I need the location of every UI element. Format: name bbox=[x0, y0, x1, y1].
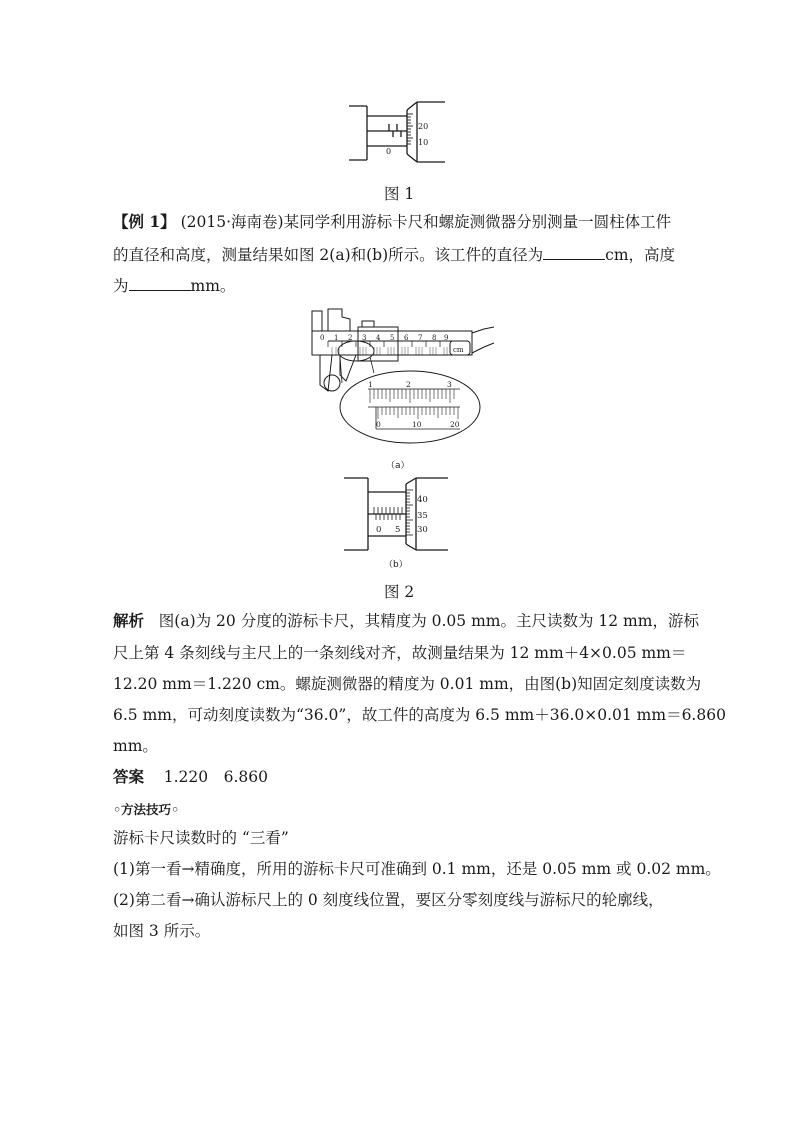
figure-2b-label: （b） bbox=[384, 560, 408, 570]
example-line-3 bbox=[113, 276, 235, 296]
example-line-2 bbox=[113, 245, 675, 265]
zoom-main-3: 3 bbox=[447, 380, 452, 389]
example-tag: 【例 1】 bbox=[113, 212, 176, 231]
analysis-line-1 bbox=[113, 611, 699, 631]
figure-1-micrometer bbox=[345, 96, 450, 168]
caliper-digit-2: 2 bbox=[348, 334, 353, 342]
caliper-unit: cm bbox=[453, 346, 464, 354]
figure-2b-micrometer bbox=[340, 474, 452, 554]
caliper-digit-9: 9 bbox=[444, 334, 449, 342]
zoom-vernier-20: 20 bbox=[450, 420, 460, 429]
figure-2a-label: （a） bbox=[386, 461, 410, 471]
micro-scale-30: 30 bbox=[417, 525, 428, 535]
micro-scale-40: 40 bbox=[417, 495, 428, 505]
caliper-digit-3: 3 bbox=[362, 334, 367, 342]
analysis-line-4: 6.5 mm，可动刻度读数为“36.0”，故工件的高度为 6.5 mm＋36.0×0.01 mm＝6.860 bbox=[113, 706, 726, 724]
example-text-2a: 的直径和高度，测量结果如图 2(a)和(b)所示。该工件的直径为 bbox=[113, 246, 544, 264]
caliper-digit-1: 1 bbox=[334, 334, 339, 342]
caliper-digit-5: 5 bbox=[390, 334, 395, 342]
zoom-main-1: 1 bbox=[368, 380, 373, 389]
fig1-scale-10: 10 bbox=[418, 138, 429, 147]
fig1-scale-20: 20 bbox=[418, 122, 429, 131]
method-item-1: (1)第一看→精确度，所用的游标卡尺可准确到 0.1 mm，还是 0.05 mm 或 0.02 mm。 bbox=[113, 860, 721, 878]
answer-line bbox=[113, 767, 268, 787]
analysis-label: 解析 bbox=[113, 611, 145, 630]
figure-2a-vernier-caliper bbox=[298, 303, 498, 473]
analysis-line-2: 尺上第 4 条刻线与主尺上的一条刻线对齐，故测量结果为 12 mm＋4×0.05 mm＝ bbox=[113, 644, 687, 662]
zoom-vernier-0: 0 bbox=[376, 420, 381, 429]
caliper-digit-7: 7 bbox=[418, 334, 423, 342]
answer-label: 答案 bbox=[113, 767, 145, 786]
caliper-digit-8: 8 bbox=[432, 334, 437, 342]
diameter-answer-blank[interactable] bbox=[543, 245, 605, 260]
zoom-vernier-10: 10 bbox=[412, 420, 422, 429]
example-line-1 bbox=[113, 212, 671, 232]
height-answer-blank[interactable] bbox=[129, 276, 191, 291]
analysis-line-3: 12.20 mm＝1.220 cm。螺旋测微器的精度为 0.01 mm，由图(b)知固定刻度读数为 bbox=[113, 675, 702, 693]
answer-values: 1.220 6.860 bbox=[163, 768, 268, 786]
method-item-2-line-2: 如图 3 所示。 bbox=[113, 922, 211, 940]
method-heading: ◦方法技巧◦ bbox=[113, 802, 179, 817]
example-text-3a: 为 bbox=[113, 277, 129, 295]
micro-main-0: 0 bbox=[376, 525, 382, 535]
fig1-main-zero: 0 bbox=[386, 147, 392, 156]
example-text-1: (2015·海南卷)某同学利用游标卡尺和螺旋测微器分别测量一圆柱体工件 bbox=[175, 213, 672, 231]
example-text-3b: mm。 bbox=[190, 277, 236, 295]
figure-1-caption: 图 1 bbox=[384, 185, 415, 203]
caliper-digit-4: 4 bbox=[376, 334, 381, 342]
caliper-digit-6: 6 bbox=[404, 334, 409, 342]
method-item-2-line-1: (2)第二看→确认游标尺上的 0 刻度线位置，要区分零刻度线与游标尺的轮廓线， bbox=[113, 891, 664, 909]
analysis-text-1: 图(a)为 20 分度的游标卡尺，其精度为 0.05 mm。主尺读数为 12 mm，游标 bbox=[158, 612, 699, 630]
micro-scale-35: 35 bbox=[417, 511, 428, 521]
figure-2-caption: 图 2 bbox=[384, 583, 415, 601]
analysis-line-5: mm。 bbox=[113, 737, 158, 755]
caliper-digit-0: 0 bbox=[320, 334, 325, 342]
zoom-main-2: 2 bbox=[406, 380, 411, 389]
micro-main-5: 5 bbox=[395, 525, 401, 535]
method-subheading: 游标卡尺读数时的 “三看” bbox=[113, 829, 289, 847]
example-text-2b: cm，高度 bbox=[605, 246, 676, 264]
